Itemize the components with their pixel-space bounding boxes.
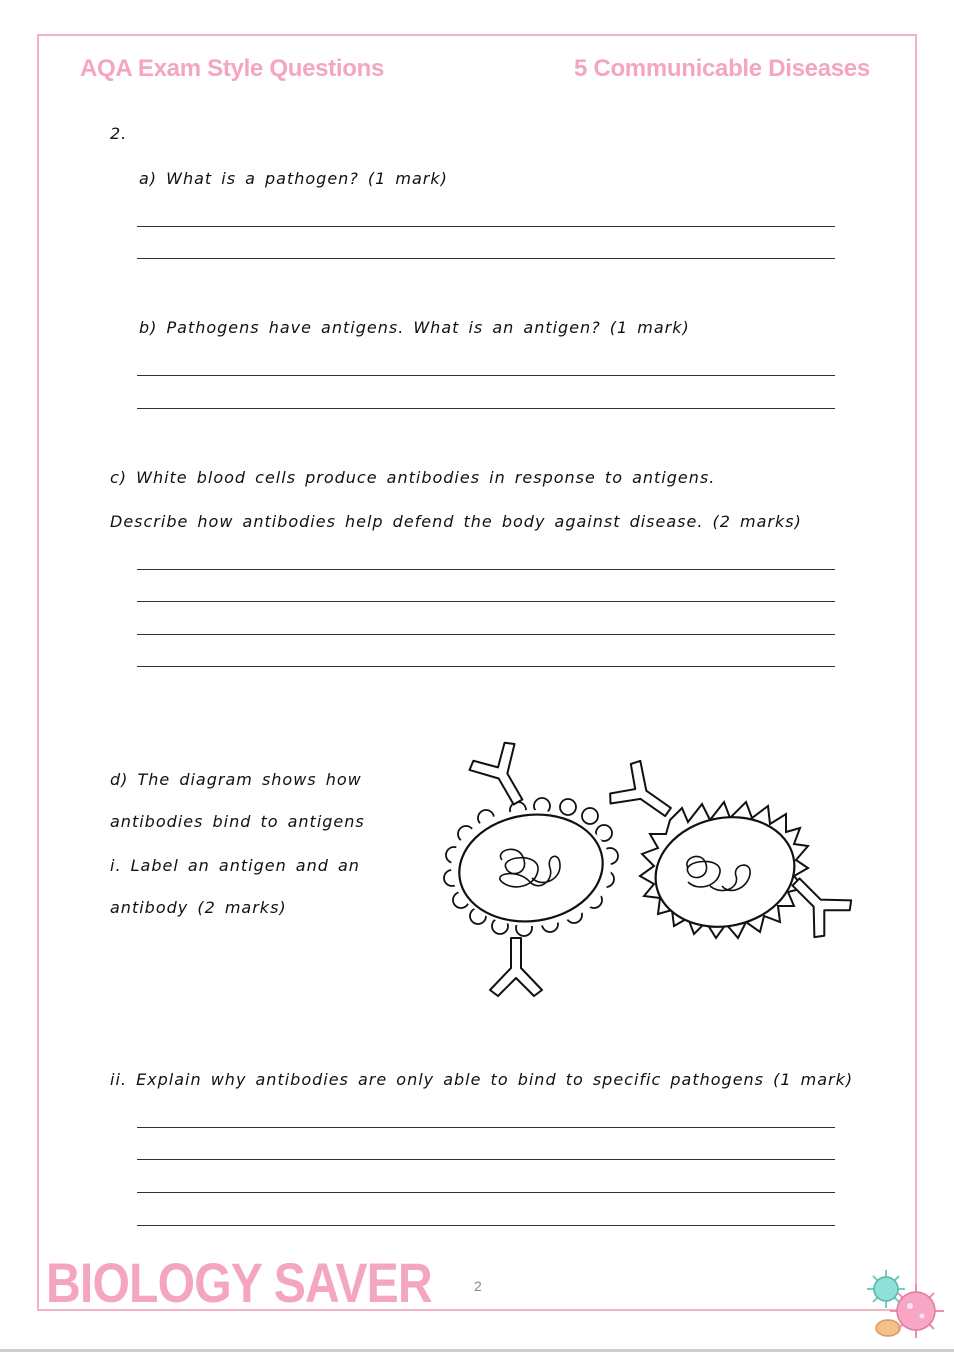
answer-line[interactable] [137,569,835,570]
question-c-line1: c) White blood cells produce antibodies in response to antigens. [110,468,716,487]
question-d-ii: ii. Explain why antibodies are only able to bind to specific pathogens (1 mark) [110,1070,854,1089]
question-d-line: antibodies bind to antigens [110,812,365,831]
question-b: b) Pathogens have antigens. What is an antigen? (1 mark) [139,318,690,337]
question-d-line: i. Label an antigen and an [110,856,360,875]
page-number: 2 [474,1278,482,1294]
antibody-icon [490,938,542,996]
pathogen-left [444,798,618,936]
answer-line[interactable] [137,1225,835,1226]
question-d-line: antibody (2 marks) [110,898,287,917]
pathogen-right [640,802,808,939]
answer-line[interactable] [137,1192,835,1193]
question-a: a) What is a pathogen? (1 mark) [139,169,448,188]
answer-line[interactable] [137,1159,835,1160]
brand-logo: BIOLOGY SAVER [46,1251,432,1314]
antibody-antigen-diagram [430,710,870,1045]
question-c-line2: Describe how antibodies help defend the body against disease. (2 marks) [110,512,802,531]
answer-line[interactable] [137,226,835,227]
answer-line[interactable] [137,1127,835,1128]
answer-line[interactable] [137,601,835,602]
answer-line[interactable] [137,666,835,667]
question-number: 2. [110,124,128,143]
answer-line[interactable] [137,408,835,409]
answer-line[interactable] [137,634,835,635]
virus-icon [860,1262,950,1346]
answer-line[interactable] [137,258,835,259]
question-d-line: d) The diagram shows how [110,770,362,789]
answer-line[interactable] [137,375,835,376]
header-right-title: 5 Communicable Diseases [574,55,870,82]
antibody-icon [466,739,540,815]
header-left-title: AQA Exam Style Questions [80,55,385,82]
